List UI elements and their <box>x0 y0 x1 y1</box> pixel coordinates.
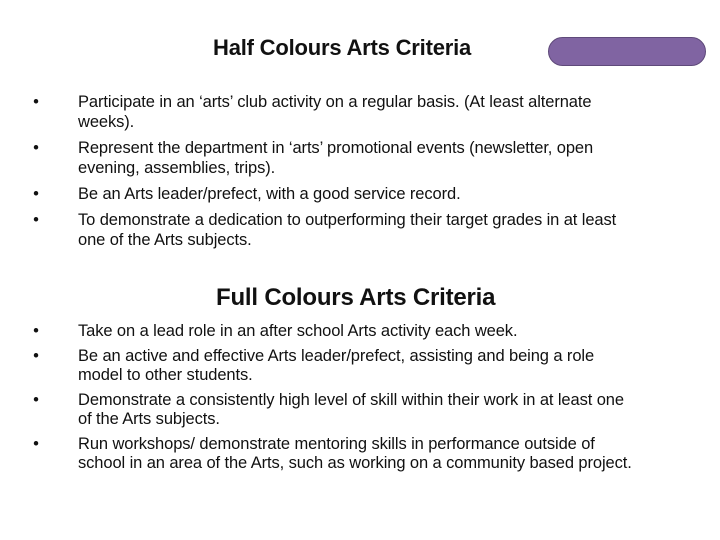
full-colours-title: Full Colours Arts Criteria <box>216 284 496 311</box>
bullet-icon: • <box>33 185 39 203</box>
list-item <box>0 92 640 132</box>
criteria-text: Participate in an ‘arts’ club activity on a regular basis. (At least alternate weeks). <box>78 93 592 131</box>
list-item <box>0 322 640 342</box>
bullet-icon: • <box>33 322 39 340</box>
criteria-text: Take on a lead role in an after school Arts activity each week. <box>78 322 518 340</box>
full-colours-criteria-list <box>0 322 640 479</box>
half-colours-criteria-list <box>0 92 640 256</box>
list-item <box>0 184 640 204</box>
criteria-text: Represent the department in ‘arts’ promotional events (newsletter, open evening, assemblies, trips). <box>78 139 594 177</box>
list-item <box>0 391 640 430</box>
criteria-text: Demonstrate a consistently high level of skill within their work in at least one of the Arts subjects. <box>78 390 624 428</box>
list-item <box>0 138 640 178</box>
criteria-text: Run workshops/ demonstrate mentoring skills in performance outside of school in an area of the Arts, such as working on a community based project. <box>78 434 632 472</box>
criteria-text: To demonstrate a dedication to outperforming their target grades in at least one of the Arts subjects. <box>78 211 617 249</box>
decorative-pill-shape <box>548 37 706 66</box>
list-item <box>0 347 640 386</box>
list-item <box>0 210 640 250</box>
bullet-icon: • <box>33 139 39 157</box>
bullet-icon: • <box>33 346 39 365</box>
criteria-text: Be an active and effective Arts leader/prefect, assisting and being a role model to other students. <box>78 346 595 384</box>
bullet-icon: • <box>33 434 39 453</box>
half-colours-title: Half Colours Arts Criteria <box>213 35 472 60</box>
list-item <box>0 435 640 474</box>
bullet-icon: • <box>33 93 39 111</box>
bullet-icon: • <box>33 390 39 409</box>
criteria-text: Be an Arts leader/prefect, with a good service record. <box>78 185 461 203</box>
bullet-icon: • <box>33 211 39 229</box>
